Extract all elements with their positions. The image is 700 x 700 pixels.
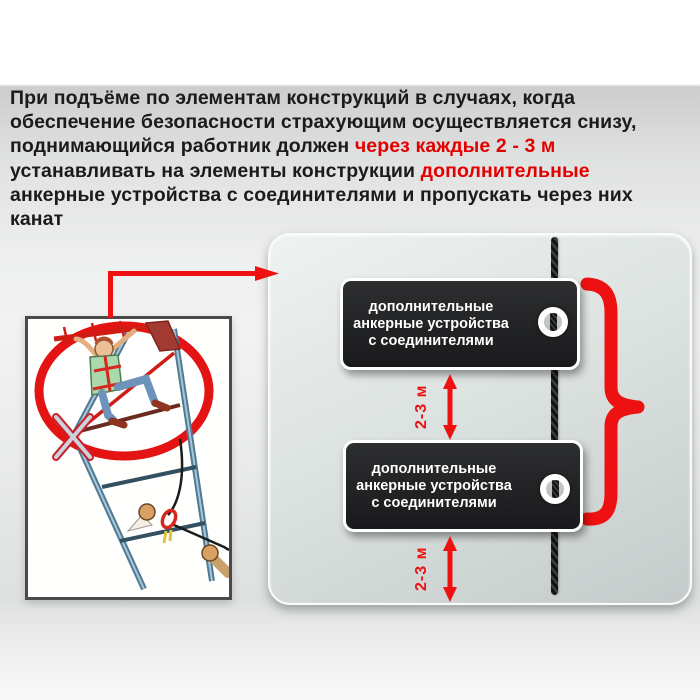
- anchor-label-line: дополнительные: [371, 460, 497, 477]
- curly-brace-icon: [580, 275, 650, 527]
- climbing-worker-illustration: [25, 316, 232, 600]
- distance-label: 2-3 м: [413, 384, 430, 430]
- anchor-label-line: анкерные устройства: [353, 315, 509, 332]
- anchor-label-line: анкерные устройства: [356, 477, 512, 494]
- intro-highlight-distance: через каждые 2 - 3 м: [354, 135, 556, 158]
- intro-paragraph: [10, 86, 682, 231]
- intro-text-2: устанавливать на элементы конструкции: [10, 159, 421, 182]
- anchor-ring-icon: [538, 307, 568, 337]
- intro-text-1: При подъёме по элементам конструкций в случаях, когда обеспечение безопасности страхующим осуществляется снизу, поднимающийся работник должен: [10, 87, 637, 158]
- anchor-device-label-bottom: [343, 440, 583, 532]
- anchor-label-line: с соединителями: [371, 494, 497, 511]
- anchor-device-label-top: [340, 278, 580, 370]
- intro-text-3: анкерные устройства с соединителями и пропускать через них канат: [10, 183, 633, 231]
- callout-arrow-icon: [103, 266, 283, 318]
- anchor-label-line: с соединителями: [368, 332, 494, 349]
- distance-arrow-icon: [440, 374, 460, 440]
- distance-arrow-icon: [440, 536, 460, 602]
- anchor-label-line: дополнительные: [368, 298, 494, 315]
- diagram-panel: [268, 233, 692, 605]
- climbing-worker-drawing: [28, 319, 229, 597]
- anchor-ring-icon: [540, 474, 570, 504]
- distance-label: 2-3 м: [413, 546, 430, 592]
- intro-highlight-additional: дополнительные: [420, 159, 590, 182]
